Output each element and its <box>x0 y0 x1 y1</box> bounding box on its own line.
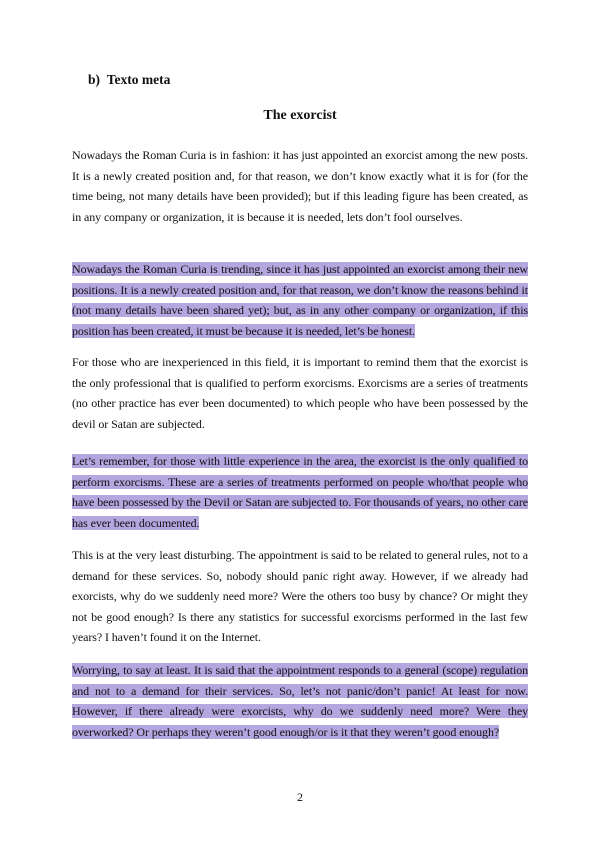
paragraph-translation-1 <box>72 259 528 341</box>
section-heading: b) Texto meta <box>88 72 171 87</box>
paragraph-text: This is at the very least disturbing. The appointment is said to be related to general rules, not to a demand for these services. So, nobody should panic right away. However, if we already had exorcists, why do we suddenly need more? Were the others too busy by chance? Or might they not be good enough? Is there any statistics for successful exorcisms performed in the last few years? I haven’t found it on the Internet. <box>72 548 528 644</box>
paragraph-original-3 <box>72 545 528 648</box>
paragraph-text: Nowadays the Roman Curia is in fashion: it has just appointed an exorcist among the new posts. It is a newly created position and, for that reason, we don’t know exactly what it is for (for the time being, not many details have been provided); but if this leading figure has been created, as in any company or organization, it is because it is needed, lets don’t fool ourselves. <box>72 148 528 224</box>
page-number: 2 <box>297 790 303 804</box>
paragraph-translation-3 <box>72 660 528 742</box>
paragraph-translation-2 <box>72 451 528 533</box>
highlighted-text: Worrying, to say at least. It is said that the appointment responds to a general (scope) regulation and not to a demand for their services. So, let’s not panic/don’t panic! At least for now. However, if there already were exorcists, why do we suddenly need more? Were they overworked? Or perhaps they weren’t good enough/or is it that they weren’t good enough? <box>72 663 528 739</box>
paragraph-original-1 <box>72 145 528 227</box>
highlighted-text: Let’s remember, for those with little experience in the area, the exorcist is the only qualified to perform exorcisms. These are a series of treatments performed on people who/that people who have been possessed by the Devil or Satan are subjected to. For thousands of years, no other care has ever been documented. <box>72 454 528 530</box>
highlighted-text: Nowadays the Roman Curia is trending, since it has just appointed an exorcist among their new positions. It is a newly created position and, for that reason, we don’t know the reasons behind it (not many details have been shared yet); but, as in any other company or organization, if this position has been created, it must be because it is needed, let’s be honest. <box>72 262 528 338</box>
paragraph-original-2 <box>72 352 528 434</box>
paragraph-text: For those who are inexperienced in this field, it is important to remind them that the exorcist is the only professional that is qualified to perform exorcisms. Exorcisms are a series of treatments (no other practice has ever been documented) to which people who have been possessed by the devil or Satan are subjected. <box>72 355 528 431</box>
article-title: The exorcist <box>263 108 337 123</box>
